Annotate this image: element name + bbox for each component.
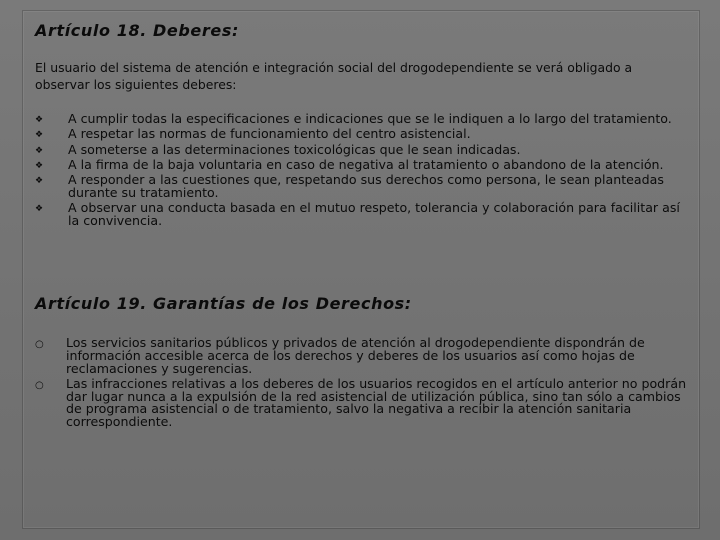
article-18-intro: El usuario del sistema de atención e integración social del drogodependiente se verá obligado a observar los siguientes deberes: bbox=[35, 60, 633, 92]
diamond-bullet-icon: ❖ bbox=[35, 176, 44, 187]
duty-text: A observar una conducta basada en el mutuo respeto, tolerancia y colaboración para facilitar así la convivencia. bbox=[68, 200, 680, 229]
guarantee-text: Las infracciones relativas a los deberes de los usuarios recogidos en el artículo anterior no podrán dar lugar nunca a la expulsión de la red asistencial de utilización pública, sino tan sólo a cambios de programa asistencial o de tratamiento, salvo la negativa a recibir la atención sanitaria correspondiente. bbox=[66, 375, 687, 430]
duty-text: A cumplir todas la especificaciones e indicaciones que se le indiquen a lo largo del tratamiento. bbox=[68, 111, 672, 126]
article-19-guarantees-list bbox=[35, 337, 690, 429]
duty-text: A respetar las normas de funcionamiento del centro asistencial. bbox=[68, 126, 471, 142]
list-item bbox=[35, 202, 690, 228]
circle-bullet-icon: ○ bbox=[35, 379, 44, 391]
diamond-bullet-icon: ❖ bbox=[35, 145, 44, 156]
list-item bbox=[35, 174, 690, 200]
duty-text: A responder a las cuestiones que, respetando sus derechos como persona, le sean planteadas durante su tratamiento. bbox=[68, 172, 664, 200]
list-item bbox=[35, 128, 690, 141]
article-18-duties-list bbox=[35, 113, 690, 228]
list-item bbox=[35, 156, 690, 172]
article-19-heading: Artículo 19. Garantías de los Derechos: bbox=[35, 294, 412, 313]
diamond-bullet-icon: ❖ bbox=[35, 160, 44, 171]
diamond-bullet-icon: ❖ bbox=[35, 204, 44, 215]
duty-text: A someterse a las determinaciones toxicológicas que le sean indicadas. bbox=[68, 141, 521, 157]
duty-text: A la firma de la baja voluntaria en caso de negativa al tratamiento o abandono de la atención. bbox=[68, 156, 664, 172]
list-item bbox=[35, 113, 690, 126]
diamond-bullet-icon: ❖ bbox=[35, 130, 44, 141]
circle-bullet-icon: ○ bbox=[35, 339, 44, 350]
list-item bbox=[35, 337, 690, 375]
list-item bbox=[35, 141, 690, 157]
diamond-bullet-icon: ❖ bbox=[35, 115, 44, 125]
list-item bbox=[35, 375, 690, 430]
guarantee-text: Los servicios sanitarios públicos y privados de atención al drogodependiente dispondrán de información accesible acerca de los derechos y deberes de los usuarios así como hojas de reclamaciones y sugerencias. bbox=[66, 335, 645, 376]
article-18-heading: Artículo 18. Deberes: bbox=[35, 21, 239, 40]
